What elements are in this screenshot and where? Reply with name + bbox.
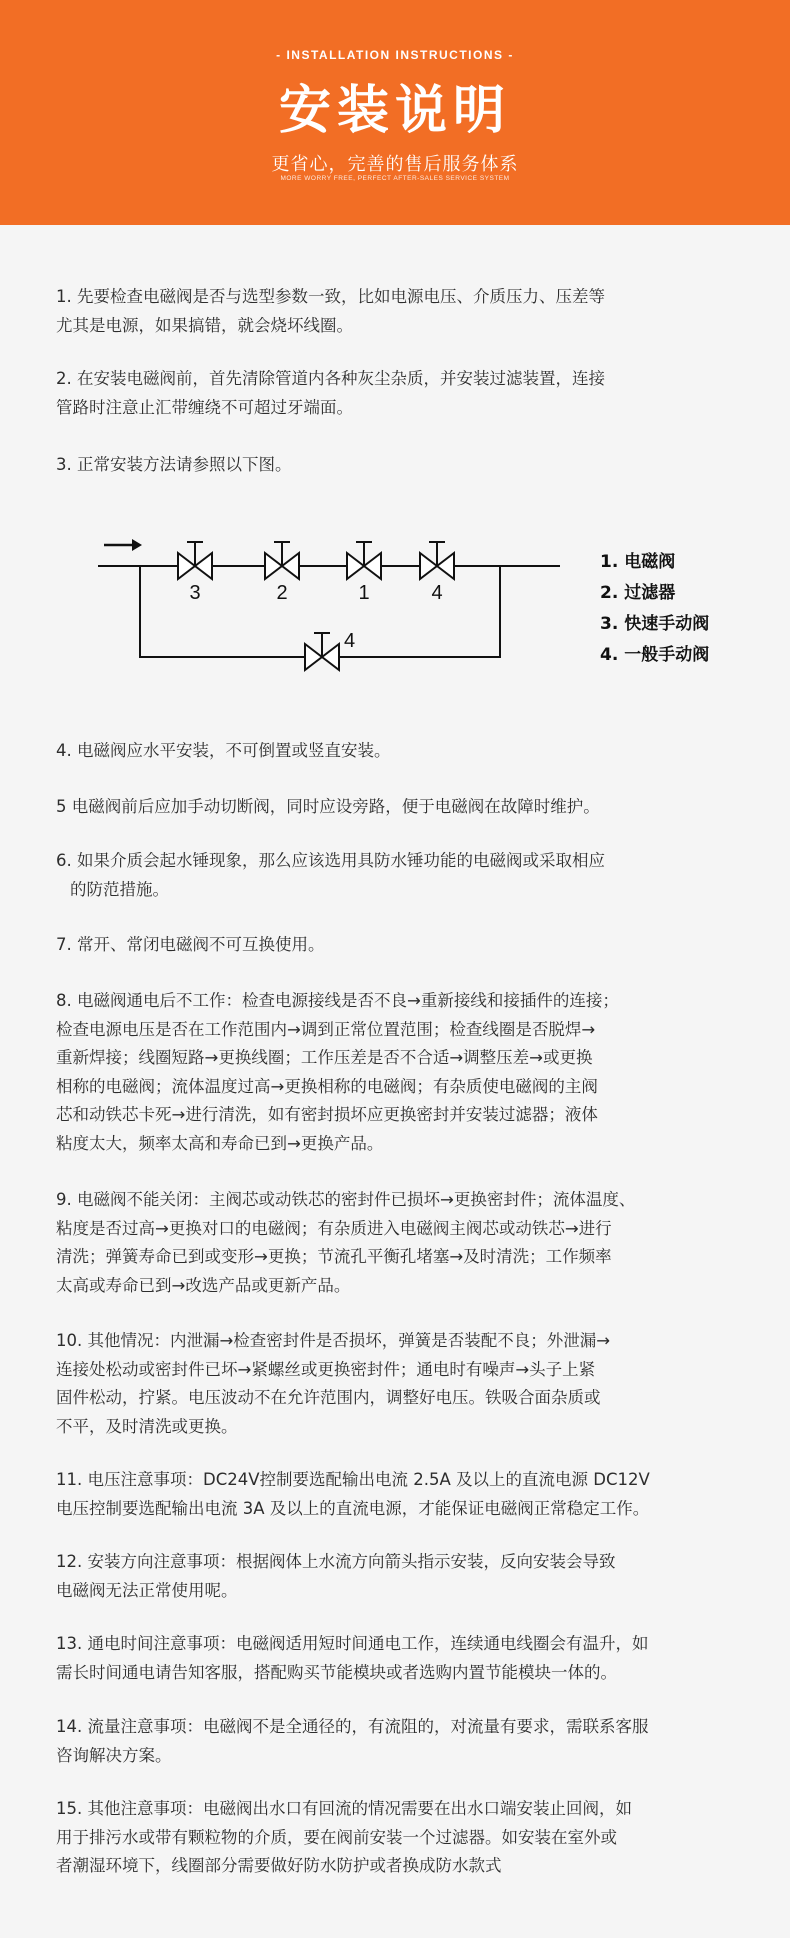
instruction-line: 管路时注意止汇带缠绕不可超过牙端面。 [56,397,353,417]
header-banner [0,0,790,225]
valve-number-label: 4 [431,582,443,604]
instruction-item-7 [56,931,746,960]
instruction-line: 不平，及时清洗或更换。 [56,1416,238,1436]
instruction-line: 需长时间通电请告知客服，搭配购买节能模块或者选购内置节能模块一体的。 [56,1662,617,1682]
valve-number-label: 2 [276,582,288,604]
instruction-line: 尤其是电源，如果搞错，就会烧坏线圈。 [56,315,353,335]
instruction-line: 8. 电磁阀通电后不工作：检查电源接线是否不良→重新接线和接插件的连接； [56,991,619,1010]
instruction-item-6 [56,847,746,904]
instruction-item-14 [56,1713,746,1770]
instruction-line: 9. 电磁阀不能关闭：主阀芯或动铁芯的密封件已损坏→更换密封件；流体温度、 [56,1190,636,1209]
instruction-line: 12. 安装方向注意事项：根据阀体上水流方向箭头指示安装，反向安装会导致 [56,1552,616,1571]
instruction-line: 3. 正常安装方法请参照以下图。 [56,455,292,474]
instruction-item-10 [56,1327,746,1441]
header-subtitle-en: - INSTALLATION INSTRUCTIONS - [276,48,514,62]
instruction-line: 13. 通电时间注意事项：电磁阀适用短时间通电工作，连续通电线圈会有温升，如 [56,1634,649,1653]
instruction-line: 芯和动铁芯卡死→进行清洗，如有密封损坏应更换密封并安装过滤器；液体 [56,1105,598,1124]
instruction-item-2 [56,365,746,422]
instruction-line: 固件松动，拧紧。电压波动不在允许范围内，调整好电压。铁吸合面杂质或 [56,1388,601,1407]
instruction-line: 15. 其他注意事项：电磁阀出水口有回流的情况需要在出水口端安装止回阀，如 [56,1799,632,1818]
instruction-item-9 [56,1186,746,1300]
instruction-line: 6. 如果介质会起水锤现象，那么应该选用具防水锤功能的电磁阀或采取相应 [56,851,605,870]
instruction-line: 检查电源电压是否在工作范围内→调到正常位置范围；检查线圈是否脱焊→ [56,1019,596,1039]
instruction-item-11 [56,1466,746,1523]
installation-diagram [90,535,560,685]
header-slogan-en: MORE WORRY FREE, PERFECT AFTER-SALES SERVICE SYSTEM [280,175,510,182]
header-slogan: 更省心，完善的售后服务体系 [271,154,519,175]
instruction-line: 11. 电压注意事项：DC24V控制要选配输出电流 2.5A 及以上的直流电源 DC12V [56,1470,650,1489]
instruction-line: 重新焊接；线圈短路→更换线圈；工作压差是否不合适→调整压差→或更换 [56,1048,593,1067]
legend-item-quick-manual-valve: 3. 快速手动阀 [600,614,710,634]
valve-number-label: 1 [358,582,370,604]
instruction-item-3 [56,451,746,480]
instruction-line: 连接处松动或密封件已坏→紧螺丝或更换密封件；通电时有噪声→头子上紧 [56,1359,596,1379]
instruction-item-4 [56,737,746,766]
instruction-line: 5 电磁阀前后应加手动切断阀，同时应设旁路，便于电磁阀在故障时维护。 [56,797,600,816]
instruction-item-8 [56,987,746,1158]
instruction-item-1 [56,283,746,340]
instruction-line: 7. 常开、常闭电磁阀不可互换使用。 [56,935,325,954]
diagram-legend [600,547,760,671]
instruction-line: 10. 其他情况：内泄漏→检查密封件是否损坏，弹簧是否装配不良；外泄漏→ [56,1331,611,1350]
instruction-line: 清洗；弹簧寿命已到或变形→更换；节流孔平衡孔堵塞→及时清洗；工作频率 [56,1247,612,1266]
instruction-line: 相称的电磁阀；流体温度过高→更换相称的电磁阀；有杂质使电磁阀的主阀 [56,1076,598,1096]
instruction-line: 4. 电磁阀应水平安装，不可倒置或竖直安装。 [56,741,391,760]
valve-icon [347,542,381,604]
flow-arrow-icon [104,539,142,551]
instruction-line: 1. 先要检查电磁阀是否与选型参数一致，比如电源电压、介质压力、压差等 [56,287,605,306]
instruction-line: 电磁阀无法正常使用呢。 [56,1580,238,1600]
instruction-item-13 [56,1630,746,1687]
instruction-line: 的防范措施。 [70,879,169,899]
instruction-line: 者潮湿环境下，线圈部分需要做好防水防护或者换成防水款式 [56,1856,502,1875]
legend-item-solenoid-valve: 1. 电磁阀 [600,552,676,572]
valve-number-label: 4 [344,630,356,652]
instruction-line: 用于排污水或带有颗粒物的介质，要在阀前安装一个过滤器。如安装在室外或 [56,1827,617,1847]
instruction-item-12 [56,1548,746,1605]
instruction-line: 粘度是否过高→更换对口的电磁阀；有杂质进入电磁阀主阀芯或动铁芯→进行 [56,1218,612,1238]
valve-icon [305,630,355,670]
instruction-line: 太高或寿命已到→改选产品或更新产品。 [56,1275,351,1295]
page-title: 安装说明 [278,81,511,141]
instruction-line: 14. 流量注意事项：电磁阀不是全通径的，有流阻的，对流量有要求，需联系客服 [56,1717,649,1736]
bypass-pipe [140,566,500,657]
instruction-line: 咨询解决方案。 [56,1745,172,1765]
legend-item-manual-valve: 4. 一般手动阀 [600,645,710,665]
instruction-item-5 [56,793,746,822]
valve-icon [420,542,454,604]
valve-icon [265,542,299,604]
instruction-line: 粘度太大，频率太高和寿命已到→更换产品。 [56,1133,384,1153]
instruction-line: 2. 在安装电磁阀前，首先清除管道内各种灰尘杂质，并安装过滤装置，连接 [56,369,605,388]
valve-icon [178,542,212,604]
valve-number-label: 3 [189,582,201,604]
instruction-line: 电压控制要选配输出电流 3A 及以上的直流电源，才能保证电磁阀正常稳定工作。 [56,1498,650,1518]
legend-item-filter: 2. 过滤器 [600,583,676,603]
instruction-item-15 [56,1795,746,1881]
